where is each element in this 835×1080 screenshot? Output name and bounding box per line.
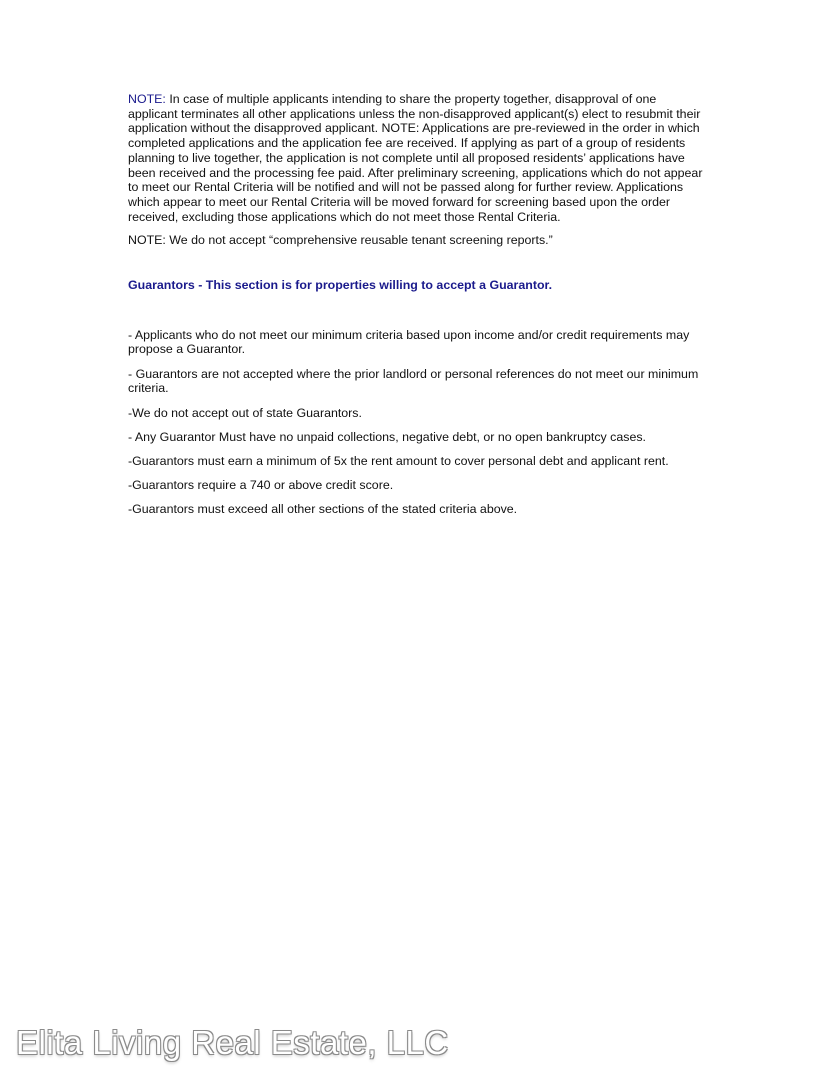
guarantors-heading: Guarantors - This section is for properties willing to accept a Guarantor. (128, 278, 553, 293)
note-screening-reports: NOTE: We do not accept “comprehensive reusable tenant screening reports.” (128, 233, 553, 248)
note-multiple-applicants-text: In case of multiple applicants intending to share the property together, disapproval of one applicant terminates all other applications unless the non-disapproved applicant(s) elect to resubmit their application without the disapproved applicant. NOTE: Applications are pre-reviewed in the order in which completed applications and the application fee are received. If applying as part of a group of residents planning to live together, the application is not complete until all proposed residents’ applications have been received and the processing fee paid. After preliminary screening, applications which do not appear to meet our Rental Criteria will be notified and will not be passed along for further review. Applications which appear to meet our Rental Criteria will be moved forward for screening based upon the order received, excluding those applications which do not meet those Rental Criteria. (128, 92, 703, 224)
document-page (128, 92, 708, 527)
guarantor-criteria-item: -Guarantors must exceed all other sections of the stated criteria above. (128, 502, 518, 517)
guarantor-criteria-item: - Applicants who do not meet our minimum criteria based upon income and/or credit requirements may propose a Guarantor. (128, 327, 690, 357)
note-multiple-applicants (128, 92, 708, 224)
guarantor-criteria-item: -Guarantors require a 740 or above credit score. (128, 478, 394, 493)
note-label: NOTE: (128, 92, 166, 106)
guarantor-criteria-item: - Any Guarantor Must have no unpaid collections, negative debt, or no open bankruptcy cases. (128, 429, 646, 444)
guarantor-criteria-item: -Guarantors must earn a minimum of 5x the rent amount to cover personal debt and applicant rent. (128, 453, 669, 468)
guarantors-list (128, 328, 708, 517)
company-watermark: Elita Living Real Estate, LLC (16, 1024, 449, 1061)
guarantor-criteria-item: -We do not accept out of state Guarantors. (128, 405, 362, 420)
guarantor-criteria-item: - Guarantors are not accepted where the prior landlord or personal references do not meet our minimum criteria. (128, 366, 699, 396)
